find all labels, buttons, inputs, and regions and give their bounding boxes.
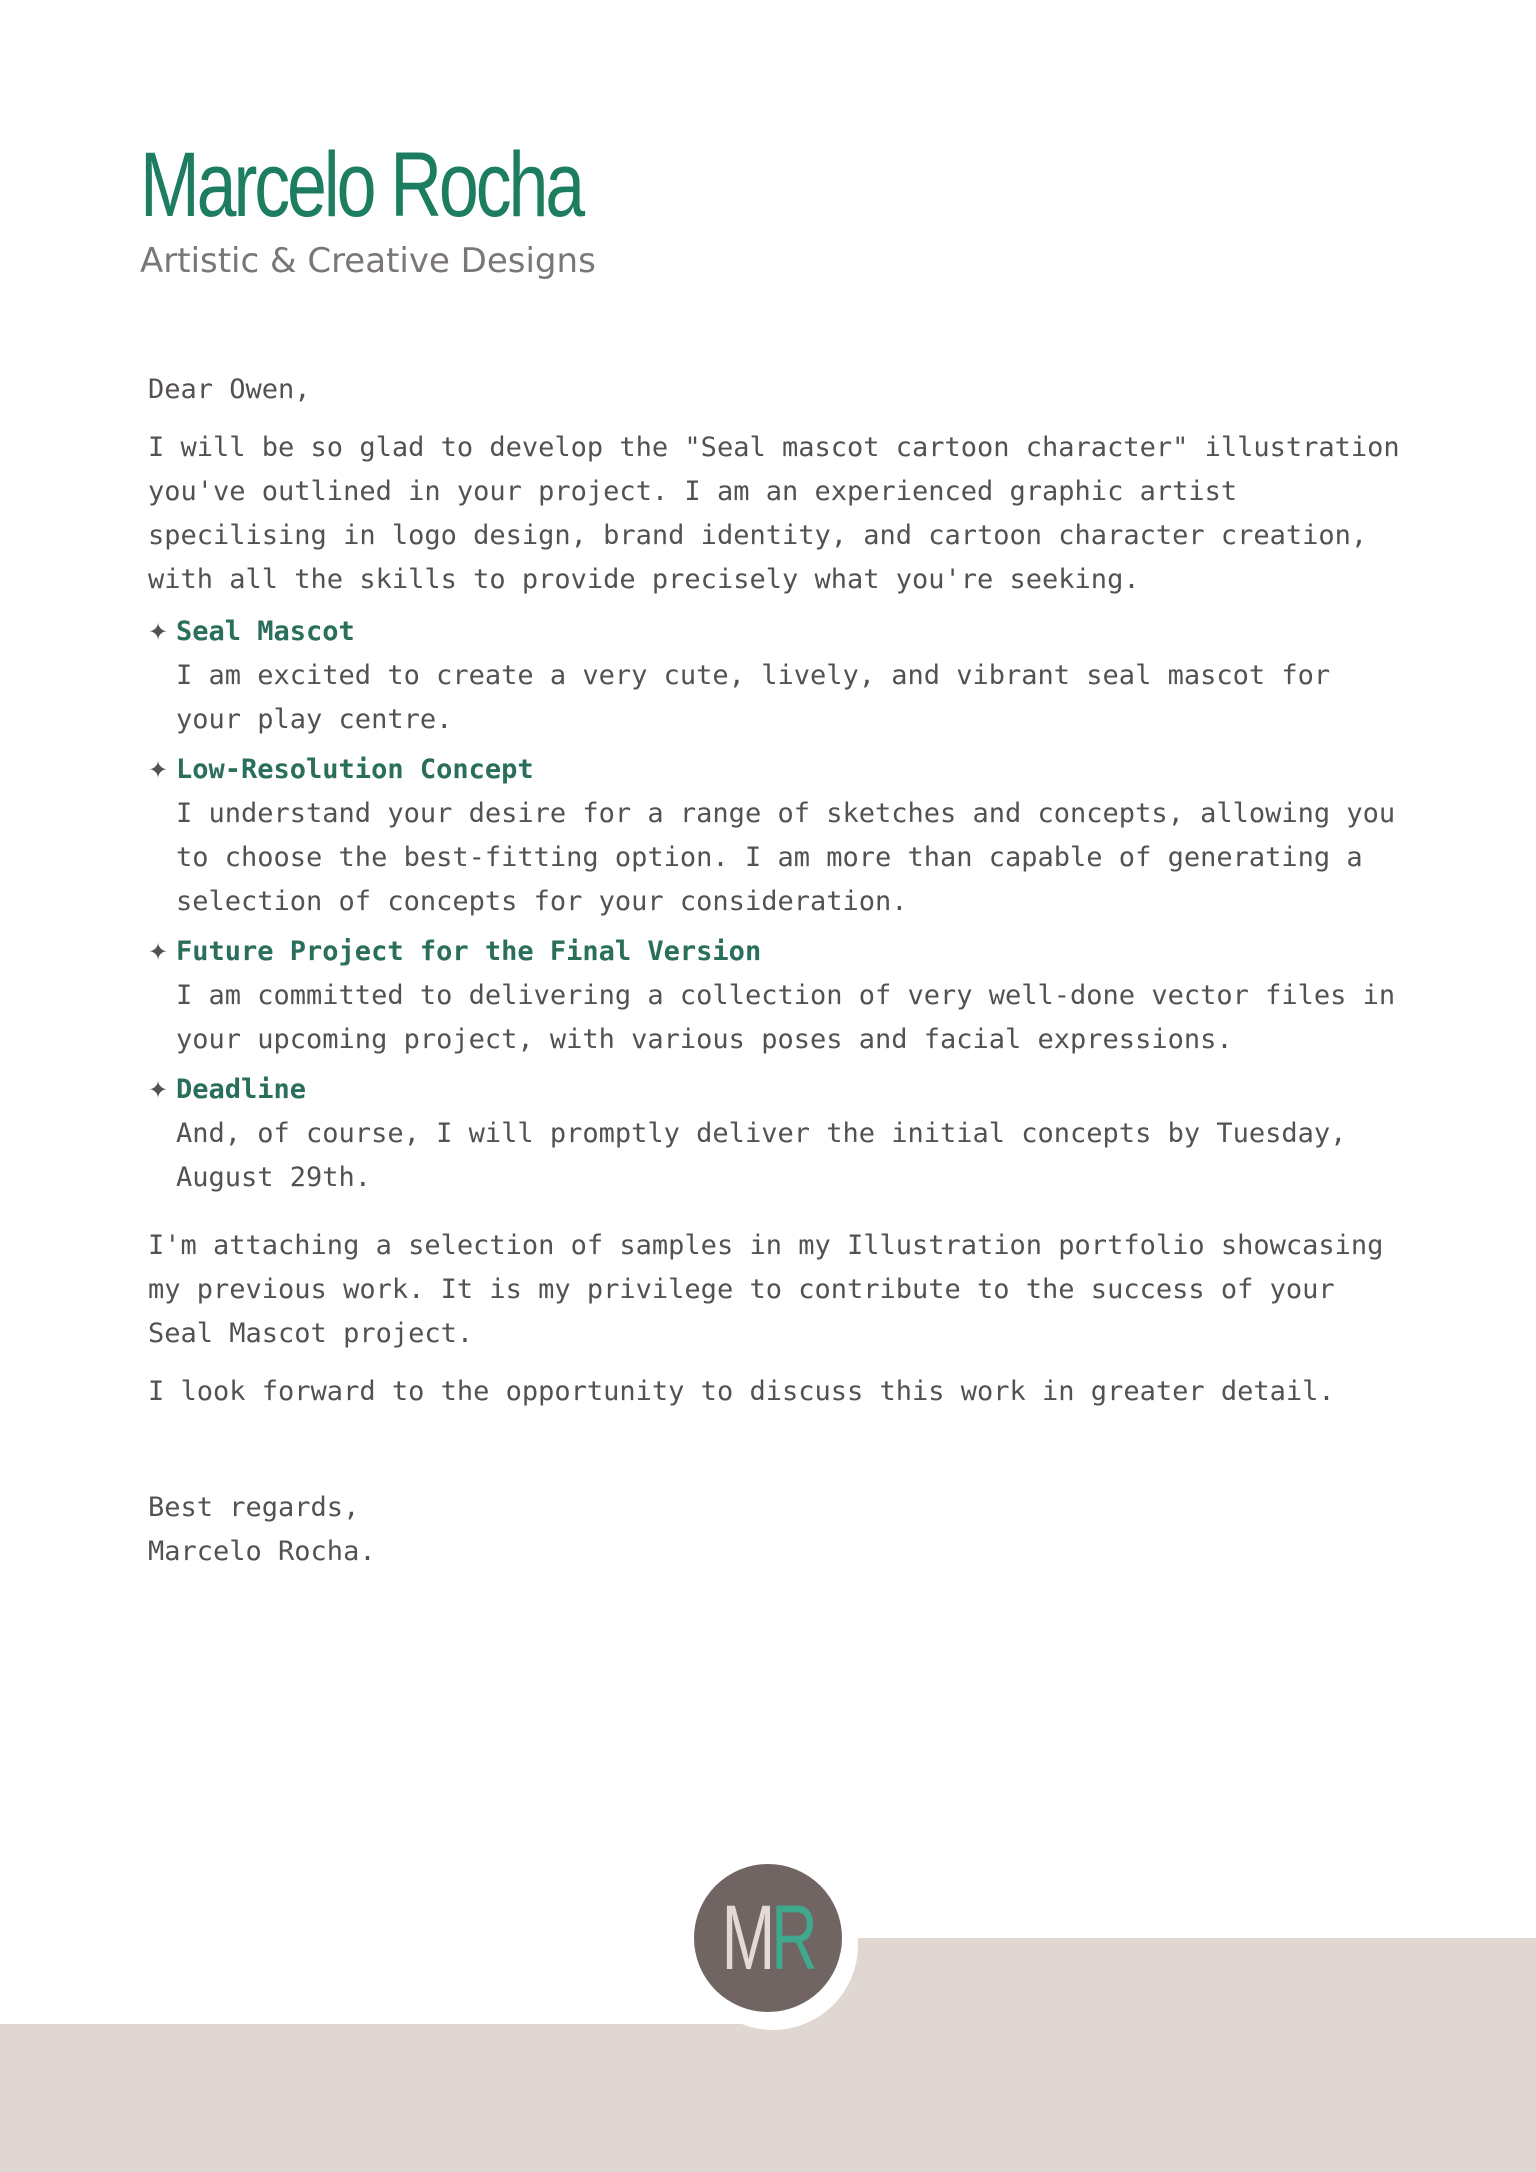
letter-body <box>148 368 1408 1574</box>
section-seal-mascot <box>148 610 1408 742</box>
section-deadline <box>148 1068 1408 1200</box>
intro-paragraph: I will be so glad to develop the "Seal mascot cartoon character" illustration you've outlined in your project. I am an experienced graphic artist specilising in logo design, brand identity, and cartoon character creation, with all the skills to provide precisely what you're seeking. <box>148 432 1400 595</box>
section-heading: Deadline <box>176 1074 307 1105</box>
sparkle-star-icon: ✦ <box>148 938 169 966</box>
section-low-resolution-concept <box>148 748 1408 924</box>
section-future-project <box>148 930 1408 1062</box>
letterhead <box>140 135 707 281</box>
section-body: And, of course, I will promptly deliver the initial concepts by Tuesday, August 29th. <box>176 1118 1347 1193</box>
greeting: Dear Owen, <box>148 374 311 405</box>
signoff-block <box>148 1486 1408 1574</box>
sparkle-star-icon: ✦ <box>148 756 169 784</box>
section-body: I understand your desire for a range of sketches and concepts, allowing you to choose the best-fitting option. I am more than capable of generating a selection of concepts for your consideration. <box>176 798 1396 917</box>
logo-letter-m: M <box>722 1887 772 1989</box>
section-body: I am committed to delivering a collection of very well-done vector files in your upcoming project, with various poses and facial expressions. <box>176 980 1396 1055</box>
signature: Marcelo Rocha. <box>148 1536 376 1567</box>
footer-band-upper <box>770 1938 1536 2038</box>
signoff: Best regards, <box>148 1492 360 1523</box>
section-heading: Low-Resolution Concept <box>176 754 534 785</box>
sender-tagline: Artistic & Creative Designs <box>140 241 596 281</box>
sparkle-star-icon: ✦ <box>148 1076 169 1104</box>
footer-band <box>0 2024 1536 2172</box>
sparkle-star-icon: ✦ <box>148 618 169 646</box>
sender-name: Marcelo Rocha <box>140 134 583 236</box>
portfolio-paragraph: I'm attaching a selection of samples in my Illustration portfolio showcasing my previous work. It is my privilege to contribute to the success of your Seal Mascot project. <box>148 1230 1384 1349</box>
followup-paragraph: I look forward to the opportunity to discuss this work in greater detail. <box>148 1376 1335 1407</box>
closing-paragraphs <box>148 1224 1408 1414</box>
section-body: I am excited to create a very cute, lively, and vibrant seal mascot for your play centre. <box>176 660 1331 735</box>
logo-letter-r: R <box>771 1887 814 1989</box>
section-heading: Seal Mascot <box>176 616 355 647</box>
section-heading: Future Project for the Final Version <box>176 936 762 967</box>
monogram-logo <box>694 1864 842 2012</box>
